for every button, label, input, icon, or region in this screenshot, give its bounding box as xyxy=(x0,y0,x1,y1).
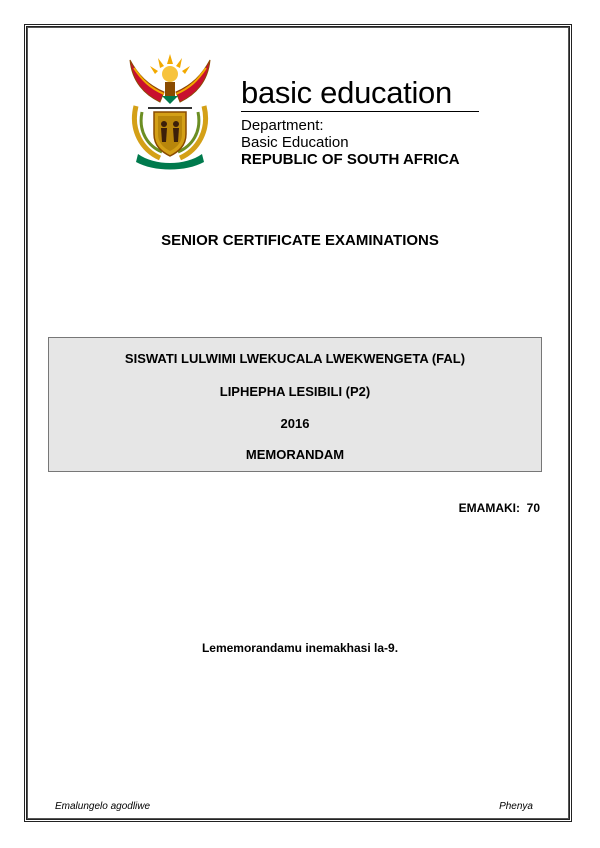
department-label: Department: xyxy=(241,117,324,134)
brand-block xyxy=(241,76,481,169)
department-name: Basic Education xyxy=(241,134,349,151)
exam-title: SENIOR CERTIFICATE EXAMINATIONS xyxy=(161,232,439,249)
document-type: MEMORANDAM xyxy=(245,447,345,462)
total-marks: EMAMAKI: 70 xyxy=(458,501,540,515)
south-africa-coat-of-arms-icon xyxy=(120,50,220,172)
pages-note: Lememorandamu inemakhasi la-9. xyxy=(201,641,399,655)
footer-copyright: Emalungelo agodliwe xyxy=(55,801,151,812)
brand-name: basic education xyxy=(241,75,452,110)
exam-year: 2016 xyxy=(280,416,310,431)
subject-title: SISWATI LULWIMI LWEKUCALA LWEKWENGETA (FAL) xyxy=(124,351,466,366)
info-box xyxy=(48,337,542,472)
paper-title: LIPHEPHA LESIBILI (P2) xyxy=(219,384,371,399)
brand-rule xyxy=(241,111,479,112)
footer-turn-over: Phenya xyxy=(499,801,533,812)
country-name: REPUBLIC OF SOUTH AFRICA xyxy=(241,151,460,168)
